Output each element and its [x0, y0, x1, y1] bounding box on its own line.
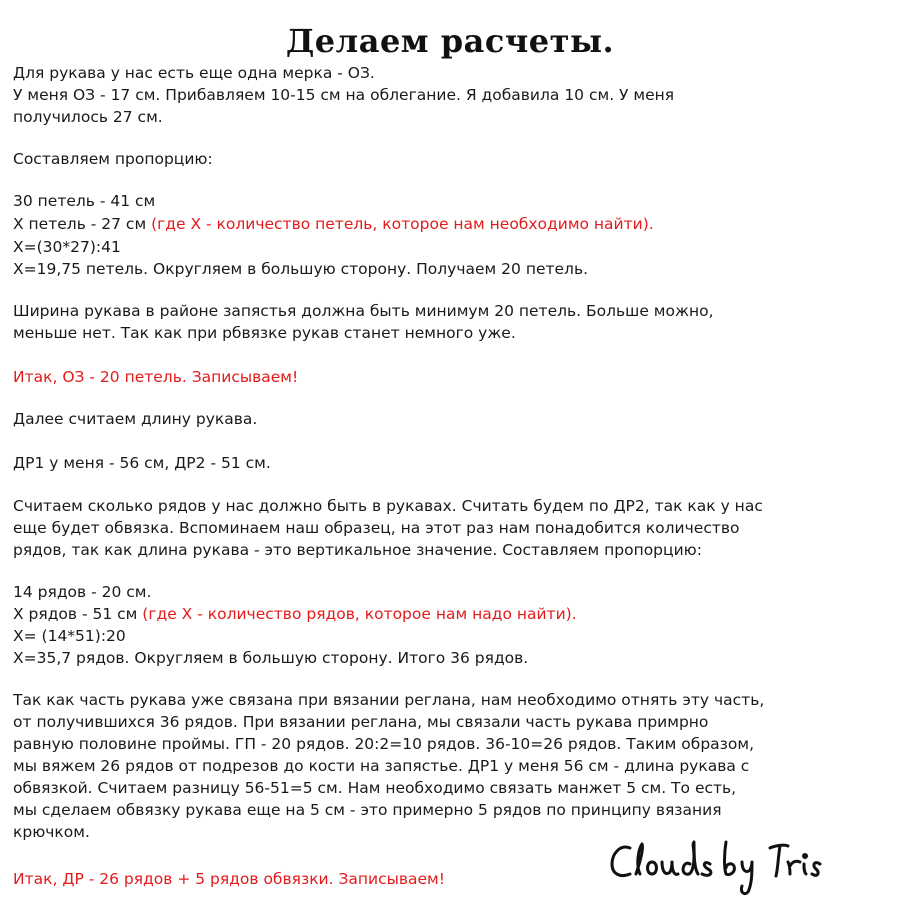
text-line: Ширина рукава в районе запястья должна быть минимум 20 петель. Больше можно,	[13, 302, 714, 320]
text-line: Х петель - 27 см	[13, 215, 147, 233]
text-line: меньше нет. Так как при рбвязке рукав станет немного уже.	[13, 324, 516, 342]
text-line: обвязкой. Считаем разницу 56-51=5 см. Нам необходимо связать манжет 5 см. То есть,	[13, 779, 737, 797]
text-line: ДР1 у меня - 56 см, ДР2 - 51 см.	[13, 454, 271, 472]
highlight-conclusion: Итак, ДР - 26 рядов + 5 рядов обвязки. Записываем!	[13, 870, 445, 888]
text-line: получилось 27 см.	[13, 108, 163, 126]
text-line: Составляем пропорцию:	[13, 150, 213, 168]
highlight-note: (где Х - количество петель, которое нам необходимо найти).	[151, 215, 654, 233]
formula-line	[13, 603, 577, 625]
highlight-conclusion: Итак, ОЗ - 20 петель. Записываем!	[13, 368, 299, 386]
text-line: от получившихся 36 рядов. При вязании реглана, мы связали часть рукава примрно	[13, 713, 709, 731]
text-line: Далее считаем длину рукава.	[13, 410, 258, 428]
text-line: У меня ОЗ - 17 см. Прибавляем 10-15 см на облегание. Я добавила 10 см. У меня	[13, 86, 675, 104]
text-line: мы вяжем 26 рядов от подрезов до кости на запястье. ДР1 у меня 56 см - длина рукава с	[13, 757, 750, 775]
text-line: рядов, так как длина рукава - это вертикальное значение. Составляем пропорцию:	[13, 541, 702, 559]
text-line: Считаем сколько рядов у нас должно быть в рукавах. Считать будем по ДР2, так как у нас	[13, 497, 763, 515]
text-line: Для рукава у нас есть еще одна мерка - ОЗ.	[13, 64, 375, 82]
text-line: Х=(30*27):41	[13, 238, 121, 256]
text-line: 14 рядов - 20 см.	[13, 583, 152, 601]
page-title: Делаем расчеты.	[285, 22, 615, 60]
text-line: 30 петель - 41 см	[13, 192, 156, 210]
text-line: Х= (14*51):20	[13, 627, 126, 645]
text-line: еще будет обвязка. Вспоминаем наш образец, на этот раз нам понадобится количество	[13, 519, 740, 537]
formula-line	[13, 213, 654, 235]
text-line: равную половине проймы. ГП - 20 рядов. 20:2=10 рядов. 36-10=26 рядов. Таким образом,	[13, 735, 755, 753]
text-line: мы сделаем обвязку рукава еще на 5 см - это примерно 5 рядов по принципу вязания	[13, 801, 722, 819]
highlight-note: (где Х - количество рядов, которое нам надо найти).	[142, 605, 577, 623]
text-line: Х рядов - 51 см	[13, 605, 138, 623]
text-line: Х=19,75 петель. Округляем в большую сторону. Получаем 20 петель.	[13, 260, 589, 278]
text-line: крючком.	[13, 823, 90, 841]
text-line: Х=35,7 рядов. Округляем в большую сторону. Итого 36 рядов.	[13, 649, 529, 667]
text-line: Так как часть рукава уже связана при вязании реглана, нам необходимо отнять эту часть,	[13, 691, 765, 709]
signature-logo	[608, 836, 822, 898]
